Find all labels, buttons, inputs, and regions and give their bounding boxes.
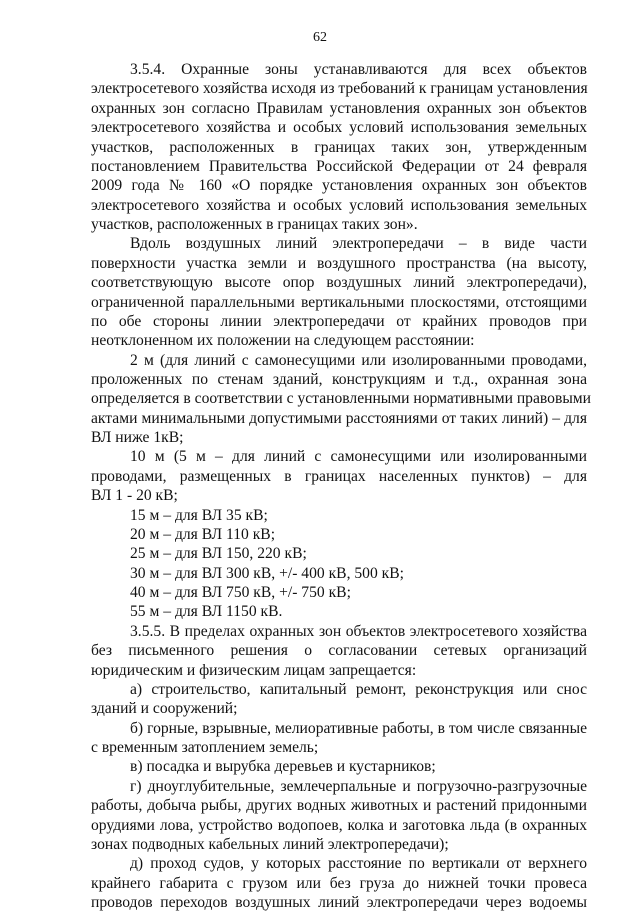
text-line: электросетевого хозяйства исходя из требований к границам установления — [91, 80, 588, 98]
text-line: актами минимальными допустимыми расстояниями от таких линий) – для — [91, 409, 587, 427]
text-line: зонах подводных кабельных линий электропередачи); — [91, 835, 449, 853]
text-line: юридическим и физическим лицам запрещается: — [91, 661, 417, 679]
text-line: ВЛ ниже 1кВ; — [91, 429, 184, 447]
text-line: работы, добыча рыбы, других водных животных и растений придонными — [91, 797, 587, 815]
text-line: 3.5.4. Охранные зоны устанавливаются для всех объектов — [130, 61, 587, 78]
text-line: 10 м (5 м – для линий с самонесущими или изолированными — [130, 448, 587, 466]
list-item: 15 м – для ВЛ 35 кВ; — [130, 506, 268, 524]
text-line: г) дноуглубительные, землечерпальные и погрузочно-разгрузочные — [130, 777, 587, 795]
text-line: ВЛ 1 - 20 кВ; — [91, 487, 178, 505]
text-line: без письменного решения о согласовании сетевых организаций — [91, 642, 587, 660]
list-item: 40 м – для ВЛ 750 кВ, +/- 750 кВ; — [130, 584, 351, 601]
text-line: проложенных по стенам зданий, конструкциям и т.д., охранная зона — [91, 371, 587, 388]
text-line: зданий и сооружений; — [91, 700, 238, 718]
text-line: охранных зон согласно Правилам установления охранных зон объектов — [91, 99, 587, 117]
text-line: д) проход судов, у которых расстояние по вертикали от верхнего — [130, 855, 587, 873]
text-line: Вдоль воздушных линий электропередачи – в виде части — [130, 235, 587, 253]
text-line: проводами, размещенных в границах населенных пунктов) – для — [91, 467, 587, 485]
list-item: 30 м – для ВЛ 300 кВ, +/- 400 кВ, 500 кВ; — [130, 564, 404, 582]
text-line: в) посадка и вырубка деревьев и кустарников; — [130, 758, 436, 776]
list-item: 25 м – для ВЛ 150, 220 кВ; — [130, 545, 307, 563]
text-line: определяется в соответствии с установленными нормативными правовыми — [91, 390, 592, 408]
list-item: 55 м – для ВЛ 1150 кВ. — [130, 603, 283, 621]
text-line: соответствующую высоте опор воздушных линий электропередачи), — [91, 274, 587, 292]
text-line: 2009 года № 160 «О порядке установления охранных зон объектов — [91, 177, 587, 195]
text-line: электросетевого хозяйства и особых условий использования земельных — [91, 196, 587, 214]
list-item: 20 м – для ВЛ 110 кВ; — [130, 525, 276, 543]
text-line: ограниченной параллельными вертикальными плоскостями, отстоящими — [91, 293, 587, 311]
text-line: неотклоненном их положении на следующем расстоянии: — [91, 332, 475, 350]
text-line: 3.5.5. В пределах охранных зон объектов электросетевого хозяйства — [130, 622, 587, 640]
text-line: поверхности участка земли и воздушного пространства (на высоту, — [91, 254, 587, 272]
text-line: с временным затоплением земель; — [91, 739, 319, 756]
text-line: проводов переходов воздушных линий электропередачи через водоемы — [91, 894, 587, 911]
text-line: а) строительство, капитальный ремонт, реконструкция или снос — [130, 680, 587, 698]
text-line: орудиями лова, устройство водопоев, колка и заготовка льда (в охранных — [91, 816, 587, 834]
text-line: по обе стороны линии электропередачи от крайних проводов при — [91, 312, 587, 330]
text-line: б) горные, взрывные, мелиоративные работы, в том числе связанные — [130, 719, 587, 737]
text-line: участков, расположенных в границах таких зон». — [91, 216, 418, 233]
text-line: электросетевого хозяйства и особых условий использования земельных — [91, 119, 587, 137]
text-line: 2 м (для линий с самонесущими или изолированными проводами, — [130, 351, 587, 369]
text-line: крайнего габарита с грузом или без груза до нижней точки провеса — [91, 874, 587, 892]
page-number: 62 — [313, 30, 327, 45]
text-line: постановлением Правительства Российской Федерации от 24 февраля — [91, 157, 587, 175]
text-line: участков, расположенных в границах таких зон, утвержденным — [91, 138, 587, 156]
